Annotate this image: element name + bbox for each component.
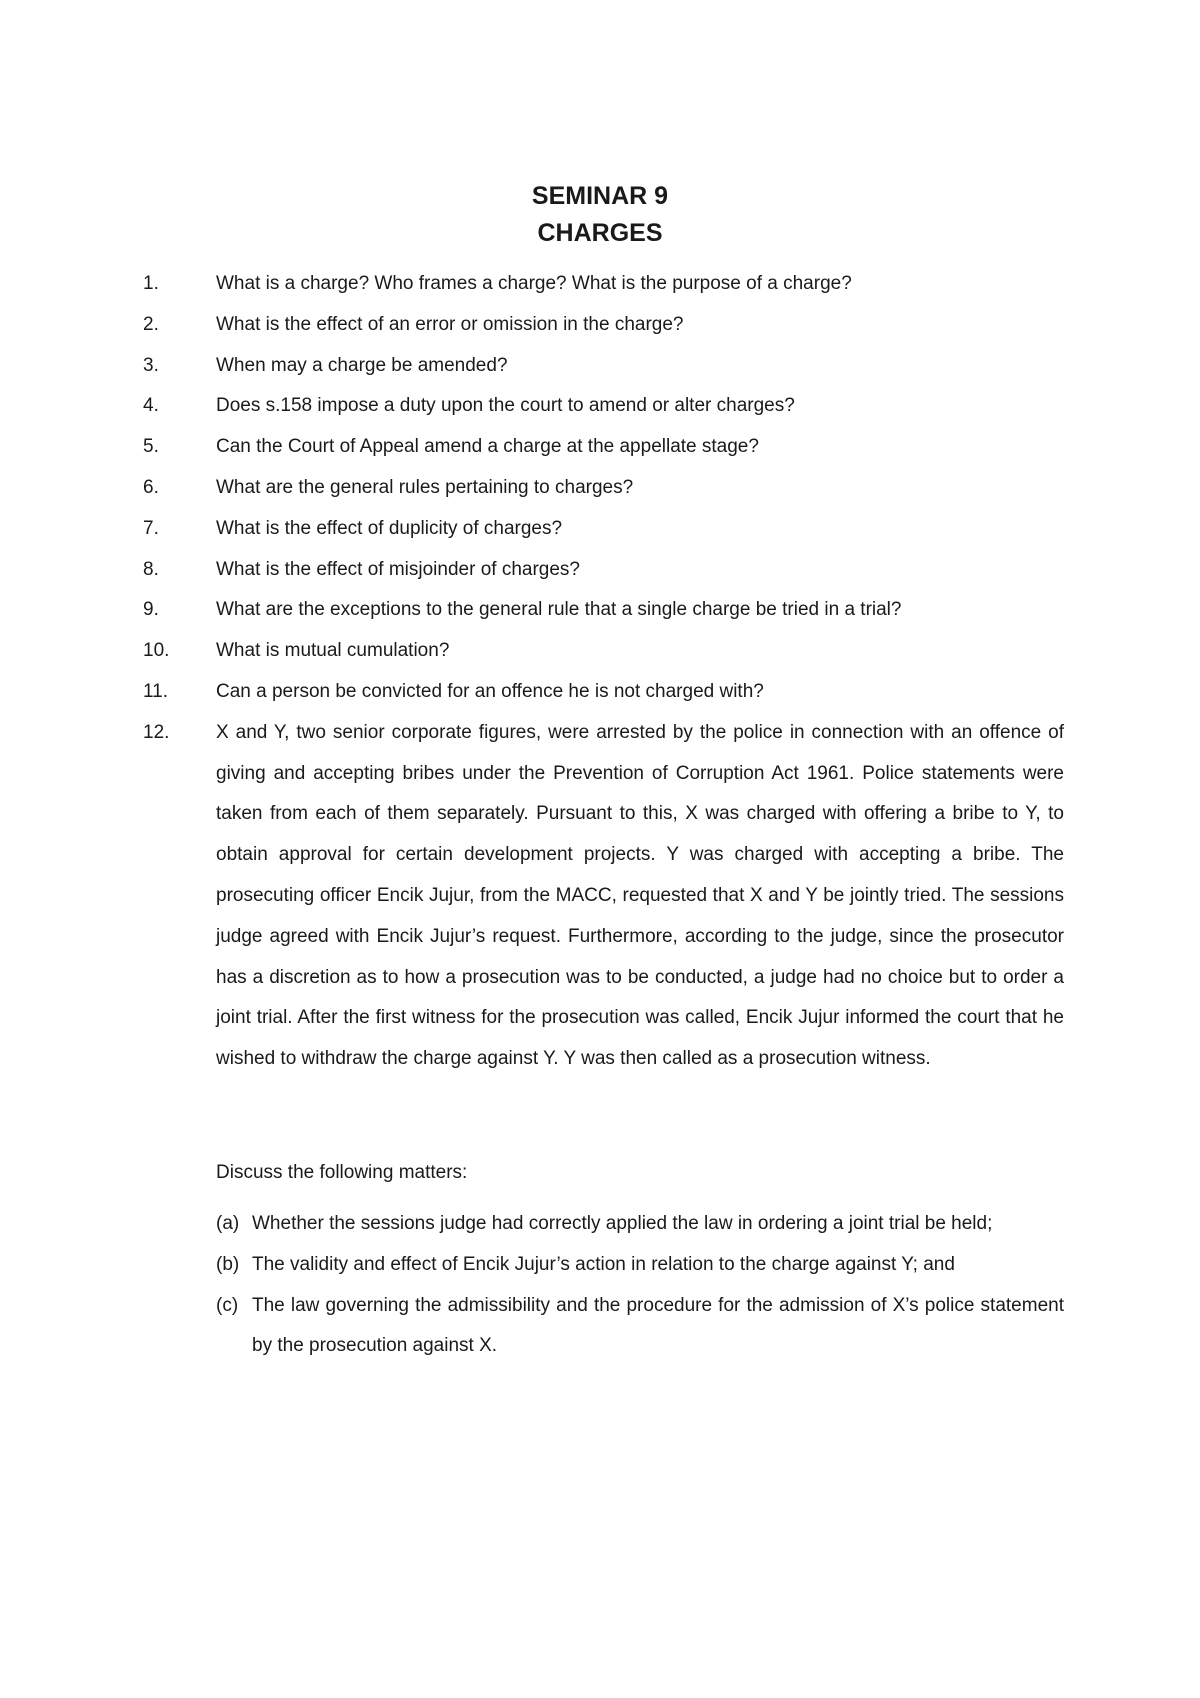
question-item <box>0 386 1200 427</box>
question-number: 7. <box>143 517 159 539</box>
scenario-text: X and Y, two senior corporate figures, were arrested by the police in connection with an offence of giving and accepting bribes under the Prevention of Corruption Act 1961. Police statements were taken from each of them separately. Pursuant to this, X was charged with offering a bribe to Y, to obtain approval for certain development projects. Y was charged with accepting a bribe. The prosecuting officer Encik Jujur, from the MACC, requested that X and Y be jointly tried. The sessions judge agreed with Encik Jujur’s request. Furthermore, according to the judge, since the prosecutor has a discretion as to how a prosecution was to be conducted, a judge had no choice but to order a joint trial. After the first witness for the prosecution was called, Encik Jujur informed the court that he wished to withdraw the charge against Y. Y was then called as a prosecution witness. <box>216 721 1064 1070</box>
question-item <box>0 550 1200 591</box>
question-text: What are the general rules pertaining to charges? <box>216 476 634 498</box>
sub-question-item <box>0 1245 1200 1286</box>
question-text: Can a person be convicted for an offence he is not charged with? <box>216 680 764 702</box>
sub-question-label: (a) <box>216 1213 240 1234</box>
question-number: 1. <box>143 273 159 294</box>
question-text: What is the effect of an error or omission in the charge? <box>216 313 684 335</box>
question-text: Can the Court of Appeal amend a charge at the appellate stage? <box>216 436 759 458</box>
question-item <box>0 509 1200 550</box>
question-text: What is a charge? Who frames a charge? What is the purpose of a charge? <box>216 273 852 294</box>
sub-question-item <box>0 1204 1200 1245</box>
question-item <box>0 590 1200 631</box>
sub-question-text: Whether the sessions judge had correctly applied the law in ordering a joint trial be held; <box>252 1213 993 1234</box>
question-number: 10. <box>143 640 170 662</box>
question-number: 9. <box>143 599 159 621</box>
question-item <box>0 672 1200 713</box>
discuss-intro: Discuss the following matters: <box>216 1162 468 1183</box>
sub-question-text: The law governing the admissibility and the procedure for the admission of X’s police statement by the prosecution against X. <box>252 1294 1064 1357</box>
question-item <box>0 468 1200 509</box>
page-subtitle: CHARGES <box>537 219 663 247</box>
question-number: 11. <box>143 680 169 702</box>
question-number: 5. <box>143 436 159 458</box>
sub-question-item <box>0 1286 1200 1368</box>
question-text: What is the effect of misjoinder of charges? <box>216 558 580 580</box>
question-text: What is mutual cumulation? <box>216 640 450 662</box>
sub-question-label: (b) <box>216 1253 240 1275</box>
question-item <box>0 264 1200 305</box>
question-item <box>0 305 1200 346</box>
question-number: 3. <box>143 354 159 376</box>
title-block <box>0 178 1200 252</box>
question-number: 4. <box>143 395 159 417</box>
question-text: When may a charge be amended? <box>216 354 508 376</box>
question-item <box>0 346 1200 387</box>
question-text: What is the effect of duplicity of charges? <box>216 517 563 539</box>
page-title: SEMINAR 9 <box>531 182 669 210</box>
question-item <box>0 631 1200 672</box>
question-text: What are the exceptions to the general rule that a single charge be tried in a trial? <box>216 599 902 621</box>
sub-question-text: The validity and effect of Encik Jujur’s action in relation to the charge against Y; and <box>252 1253 955 1275</box>
sub-question-label: (c) <box>216 1294 239 1316</box>
sub-question-list <box>0 1204 1200 1367</box>
question-number: 2. <box>143 313 159 335</box>
question-number: 6. <box>143 476 159 498</box>
question-item-scenario <box>0 713 1200 1080</box>
question-item <box>0 427 1200 468</box>
question-text: Does s.158 impose a duty upon the court to amend or alter charges? <box>216 395 795 417</box>
question-list <box>0 264 1200 1080</box>
question-number: 8. <box>143 558 159 580</box>
question-number: 12. <box>143 721 170 743</box>
